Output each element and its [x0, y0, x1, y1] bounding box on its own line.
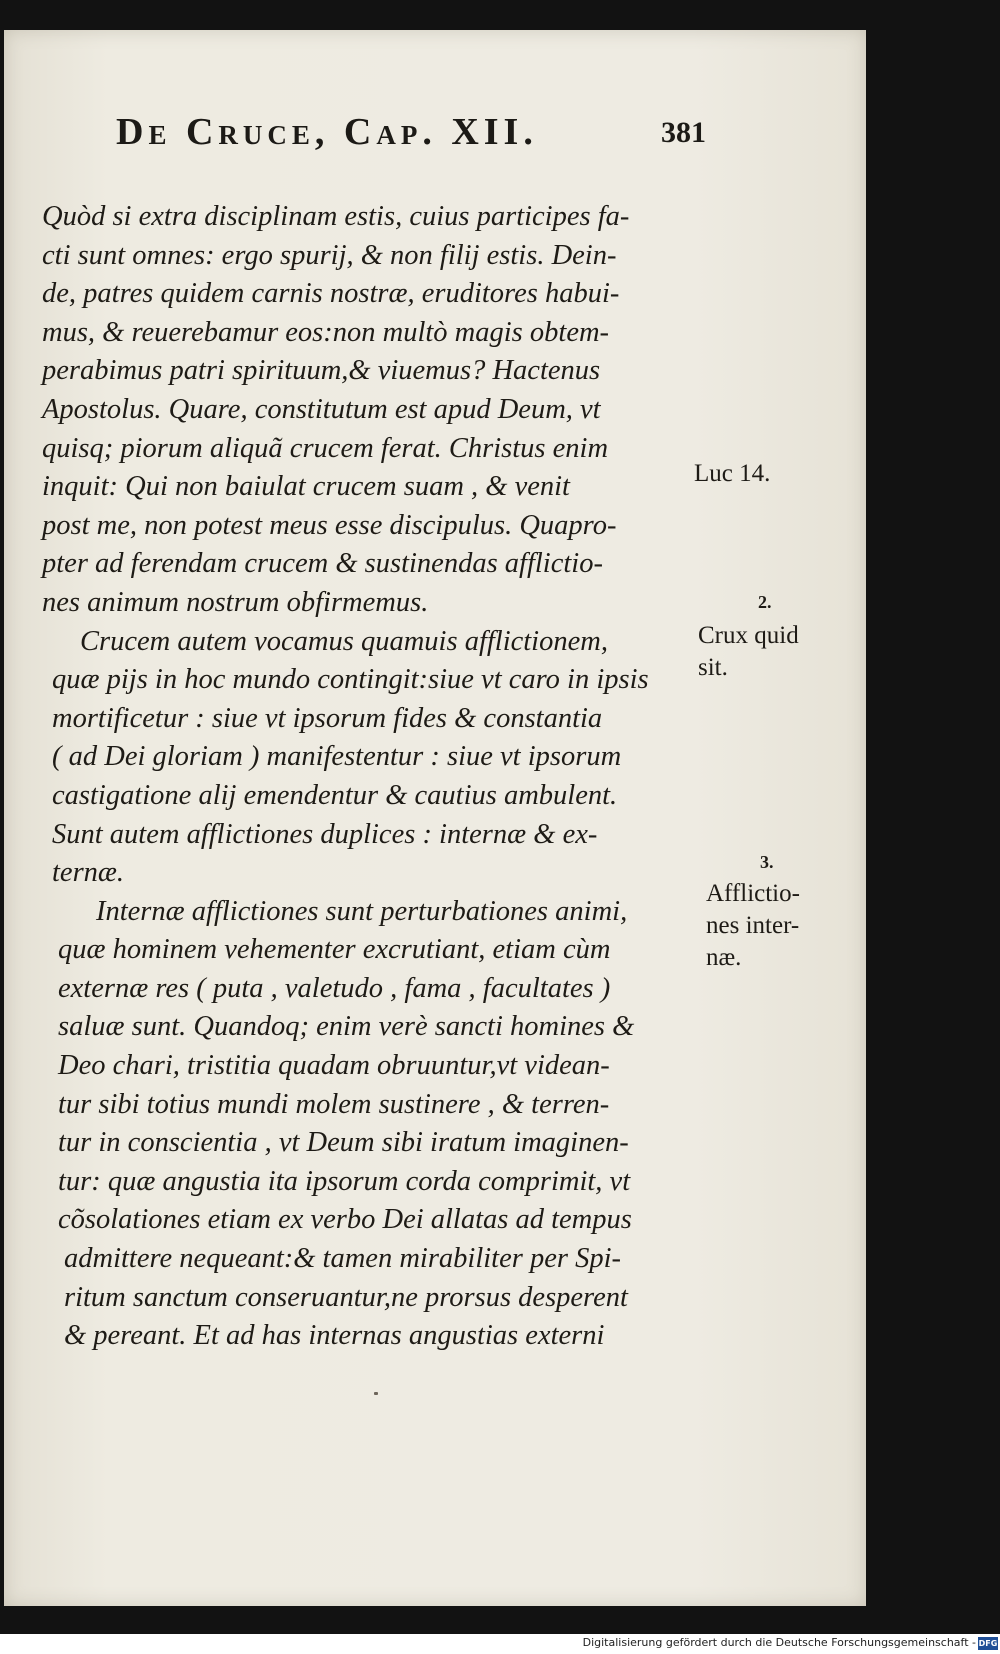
margin-note-line: nes inter-: [706, 912, 800, 939]
text-line: Sunt autem afflictiones duplices : internæ & ex-: [52, 818, 598, 850]
text-line: externæ res ( puta , valetudo , fama , facultates ): [58, 972, 611, 1004]
text-line: post me, non potest meus esse discipulus. Quapro-: [42, 509, 617, 541]
running-title: De Cruce, Cap. XII.: [116, 111, 538, 153]
margin-note-reference: Luc 14.: [694, 460, 771, 487]
text-line: quæ hominem vehementer excrutiant, etiam cùm: [58, 934, 611, 966]
margin-note-line: Crux quid: [698, 622, 799, 649]
margin-note-number: 3.: [760, 852, 774, 872]
text-line: cti sunt omnes: ergo spurij, & non filij estis. Dein-: [42, 239, 617, 271]
text-line: ritum sanctum conseruantur,ne prorsus desperent: [64, 1281, 628, 1313]
margin-note-line: næ.: [706, 944, 742, 971]
text-line: mortificetur : siue vt ipsorum fides & constantia: [52, 702, 603, 734]
text-line: castigatione alij emendentur & cautius ambulent.: [52, 779, 618, 811]
text-line: tur: quæ angustia ita ipsorum corda comprimit, vt: [58, 1165, 631, 1197]
text-line: perabimus patri spirituum,& viuemus? Hactenus: [42, 355, 601, 387]
text-line: inquit: Qui non baiulat crucem suam , & venit: [42, 471, 570, 503]
text-line: nes animum nostrum obfirmemus.: [42, 586, 429, 618]
margin-note-line: Afflictio-: [706, 880, 800, 907]
text-line: tur sibi totius mundi molem sustinere , & terren-: [58, 1088, 610, 1120]
text-line: cõsolationes etiam ex verbo Dei allatas ad tempus: [58, 1204, 632, 1236]
text-line: saluæ sunt. Quandoq; enim verè sancti homines &: [58, 1011, 635, 1043]
text-line: tur in conscientia , vt Deum sibi iratum imaginen-: [58, 1127, 629, 1159]
margin-note-line: sit.: [698, 654, 728, 681]
paragraph-start-line: Internæ afflictiones sunt perturbationes animi,: [96, 895, 628, 927]
digitization-footer: [0, 1634, 1000, 1654]
text-line: Deo chari, tristitia quadam obruuntur,vt videan-: [58, 1050, 610, 1082]
footer-credit: Digitalisierung gefördert durch die Deutsche Forschungsgemeinschaft -: [582, 1636, 976, 1649]
text-line: quisq; piorum aliquã crucem ferat. Christus enim: [42, 432, 609, 464]
text-line: Apostolus. Quare, constitutum est apud Deum, vt: [42, 393, 601, 425]
ink-speck: [374, 1392, 378, 1395]
text-line: de, patres quidem carnis nostræ, eruditores habui-: [42, 278, 620, 310]
book-page: [4, 30, 866, 1606]
dfg-logo-icon: DFG: [978, 1639, 998, 1648]
text-line: mus, & reuerebamur eos:non multò magis obtem-: [42, 316, 610, 348]
text-line: quæ pijs in hoc mundo contingit:siue vt caro in ipsis: [52, 664, 649, 696]
paragraph-start-line: Crucem autem vocamus quamuis afflictionem,: [80, 625, 608, 657]
text-line: ternæ.: [52, 857, 125, 889]
text-line: & pereant. Et ad has internas angustias externi: [64, 1320, 605, 1352]
text-line: pter ad ferendam crucem & sustinendas afflictio-: [42, 548, 603, 580]
body-text: [42, 198, 702, 1356]
margin-note-number: 2.: [758, 592, 772, 612]
page-number: 381: [661, 116, 706, 149]
text-line: ( ad Dei gloriam ) manifestentur : siue vt ipsorum: [52, 741, 622, 773]
running-header: [116, 110, 706, 166]
text-line: Quòd si extra disciplinam estis, cuius participes fa-: [42, 201, 630, 232]
text-line: admittere nequeant:& tamen mirabiliter per Spi-: [64, 1243, 621, 1275]
